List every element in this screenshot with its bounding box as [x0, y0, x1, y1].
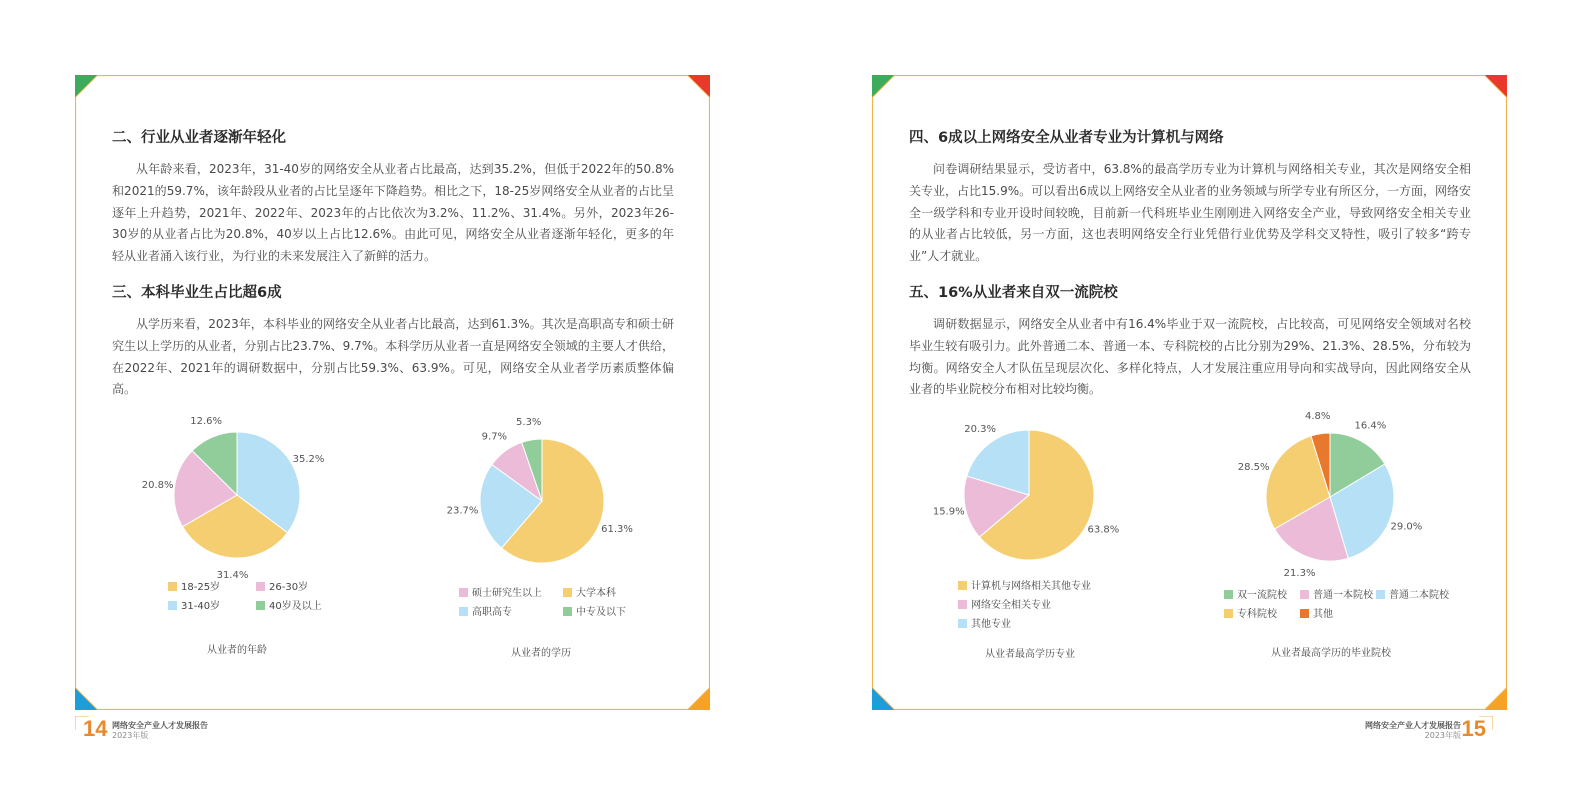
slice-label: 4.8% [1304, 410, 1331, 422]
legend-label: 硕士研究生以上 [472, 588, 542, 599]
corner-orange [688, 688, 710, 710]
major-pie-chart [934, 415, 1144, 584]
slice-label: 21.3% [1283, 568, 1316, 580]
legend-item [256, 600, 322, 614]
school-legend [1224, 589, 1464, 629]
right-footer [1287, 716, 1507, 746]
education-legend [459, 587, 679, 627]
report-title: 网络安全产业人才发展报告 [112, 721, 208, 730]
legend-label: 高职高专 [472, 607, 512, 618]
page-number: 15 [1461, 716, 1486, 741]
slice-label: 20.8% [141, 479, 174, 491]
age-pie-chart [141, 415, 345, 581]
legend-swatch [958, 600, 967, 609]
legend-item [459, 606, 512, 620]
corner-green [75, 75, 97, 97]
footer-corner-mark [1479, 716, 1493, 730]
section-paragraph: 问卷调研结果显示，受访者中，63.8%的最高学历专业为计算机与网络相关专业，其次是网络安全相关专业，占比15.9%。可以看出6成以上网络安全从业者的业务领域与所学专业有所区分，一方面，网络安全一级学科和专业开设时间较晚，目前新一代科班毕业生刚刚进入网络安全产业，导致网络安全相关专业的从业者占比较低，另一方面，这也表明网络安全行业凭借行业优势及学科交叉特性，吸引了较多“跨专业”人才就业。 [909, 162, 1471, 264]
school-chart-caption: 从业者最高学历的毕业院校 [1271, 648, 1391, 659]
legend-label: 计算机与网络相关其他专业 [971, 581, 1091, 592]
corner-blue [872, 688, 894, 710]
slice-label: 12.6% [190, 416, 223, 428]
section-paragraph: 从年龄来看，2023年，31-40岁的网络安全从业者占比最高，达到35.2%，但低于2022年的50.8%和2021的59.7%，该年龄段从业者的占比呈逐年下降趋势。相比之下，18-25岁网络安全从业者的占比呈逐年上升趋势，2021年、2022年、2023年的占比依次为3.2%、11.2%、31.4%。另外，2023年26-30岁的从业者占比为20.8%，40岁以上占比12.6%。由此可见，网络安全从业者逐渐年轻化，更多的年轻从业者涌入该行业，为行业的未来发展注入了新鲜的活力。 [112, 162, 674, 264]
section-title: 二、行业从业者逐渐年轻化 [112, 130, 286, 146]
slice-label: 9.7% [481, 431, 508, 443]
legend-label: 中专及以下 [576, 607, 626, 618]
left-footer [75, 716, 375, 746]
legend-item [1224, 608, 1277, 622]
legend-label: 26-30岁 [269, 582, 309, 593]
legend-swatch [1224, 609, 1233, 618]
legend-swatch [563, 588, 572, 597]
age-legend [168, 581, 368, 621]
slice-label: 16.4% [1354, 420, 1387, 432]
legend-swatch [459, 607, 468, 616]
legend-label: 大学本科 [576, 588, 616, 599]
report-title: 网络安全产业人才发展报告 [1365, 721, 1461, 730]
legend-swatch [256, 582, 265, 591]
legend-item [1300, 589, 1373, 603]
legend-swatch [1224, 590, 1233, 599]
legend-label: 专科院校 [1237, 609, 1277, 620]
legend-item [958, 618, 1011, 632]
legend-label: 其他 [1313, 609, 1333, 620]
legend-label: 普通二本院校 [1389, 590, 1449, 601]
legend-label: 双一流院校 [1237, 590, 1287, 601]
slice-label: 5.3% [516, 417, 542, 429]
major-legend [958, 580, 1158, 636]
legend-item [1224, 589, 1287, 603]
legend-label: 其他专业 [971, 619, 1011, 630]
section-paragraph: 从学历来看，2023年，本科毕业的网络安全从业者占比最高，达到61.3%。其次是高职高专和硕士研究生以上学历的从业者，分别占比23.7%、9.7%。本科学历从业者一直是网络安全领域的主要人才供给，在2022年、2021年的调研数据中，分别占比59.3%、63.9%。可见，网络安全从业者学历素质整体偏高。 [112, 316, 674, 397]
legend-label: 普通一本院校 [1313, 590, 1373, 601]
legend-swatch [958, 581, 967, 590]
left-page [75, 75, 710, 710]
section-title: 五、16%从业者来自双一流院校 [909, 284, 1118, 301]
legend-swatch [256, 601, 265, 610]
legend-item [1300, 608, 1333, 622]
legend-swatch [1376, 590, 1385, 599]
slice-label: 31.4% [216, 569, 249, 581]
section-title: 三、本科毕业生占比超6成 [112, 284, 282, 301]
page-number: 14 [83, 716, 108, 741]
legend-swatch [168, 601, 177, 610]
legend-item [1376, 589, 1449, 603]
section-paragraph: 调研数据显示，网络安全从业者中有16.4%毕业于双一流院校，占比较高，可见网络安全领域对名校毕业生较有吸引力。此外普通二本、普通一本、专科院校的占比分别为29%、21.3%、28.5%，分布较为均衡。网络安全人才队伍呈现层次化、多样化特点，人才发展注重应用导向和实战导向，因此网络安全从业者的毕业院校分布相对比较均衡。 [909, 316, 1471, 397]
education-pie-chart [446, 415, 651, 589]
age-chart-caption: 从业者的年龄 [207, 645, 267, 656]
slice-label: 61.3% [601, 523, 633, 535]
slice-label: 63.8% [1087, 524, 1120, 536]
slice-label: 23.7% [446, 505, 479, 517]
right-page [872, 75, 1507, 710]
charts-row [75, 415, 710, 665]
legend-item [563, 606, 626, 620]
report-edition: 2023年版 [1424, 731, 1461, 740]
legend-swatch [563, 607, 572, 616]
legend-label: 40岁及以上 [269, 601, 322, 612]
legend-label: 18-25岁 [181, 582, 221, 593]
legend-item [256, 581, 308, 595]
legend-item [563, 587, 616, 601]
charts-row [872, 410, 1507, 665]
report-edition: 2023年版 [112, 731, 149, 740]
legend-swatch [958, 619, 967, 628]
legend-swatch [1300, 590, 1309, 599]
legend-swatch [168, 582, 177, 591]
legend-swatch [459, 588, 468, 597]
legend-item [958, 580, 1091, 594]
legend-item [459, 587, 542, 601]
major-chart-caption: 从业者最高学历专业 [985, 649, 1075, 660]
legend-swatch [1300, 609, 1309, 618]
slice-label: 20.3% [964, 424, 997, 436]
section-title: 四、6成以上网络安全从业者专业为计算机与网络 [909, 130, 1224, 146]
slice-label: 29.0% [1390, 521, 1423, 533]
education-chart-caption: 从业者的学历 [511, 648, 571, 659]
slice-label: 35.2% [292, 454, 325, 466]
slice-label: 28.5% [1237, 462, 1270, 474]
legend-item [958, 599, 1051, 613]
slice-label: 15.9% [932, 506, 965, 518]
legend-item [168, 581, 220, 595]
legend-label: 网络安全相关专业 [971, 600, 1051, 611]
legend-item [168, 600, 220, 614]
school-pie-chart [1230, 410, 1440, 584]
legend-label: 31-40岁 [181, 601, 221, 612]
